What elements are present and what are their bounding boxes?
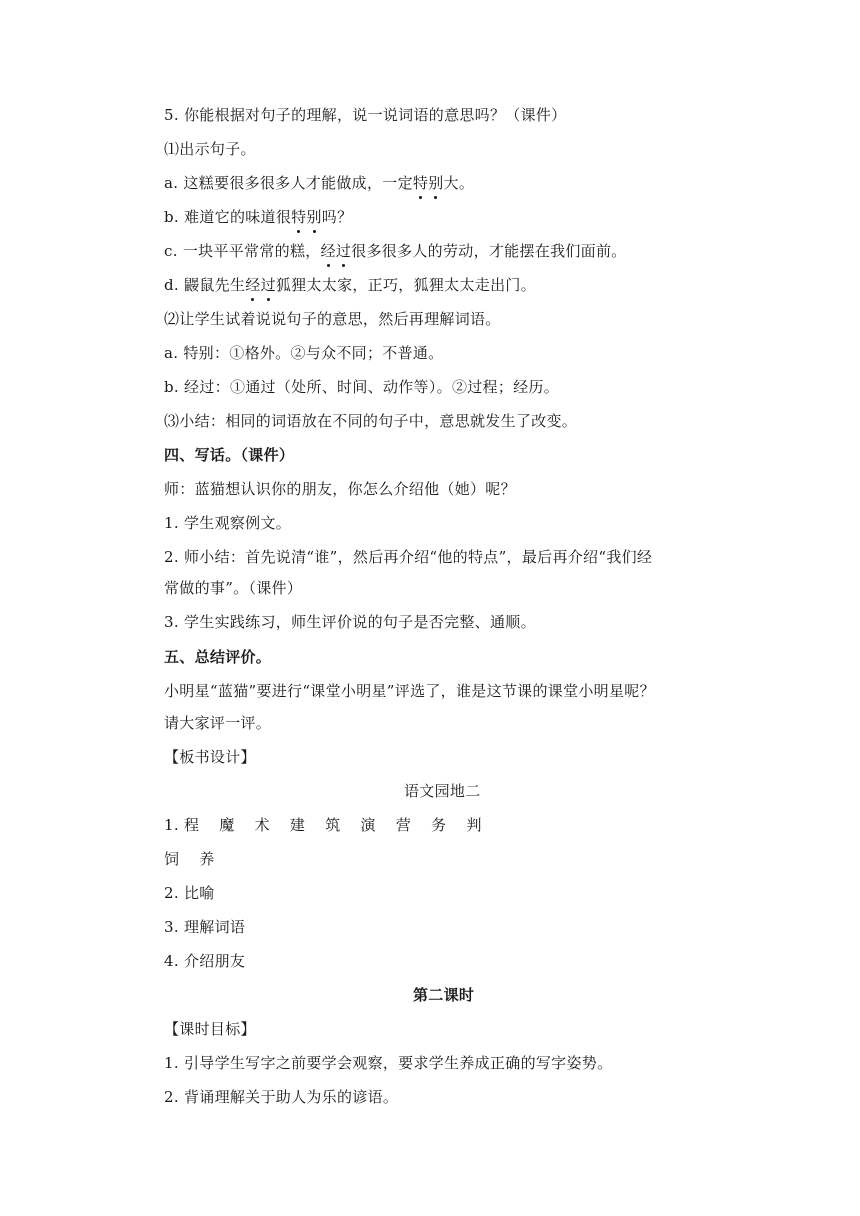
step-2: ⑵让学生试着说说句子的意思，然后再理解词语。 [164,310,501,328]
dotted-char: 特 [412,174,429,192]
board-char: 1. 程 [164,816,200,834]
dotted-char: 过 [260,276,276,294]
sentence-d [164,274,536,296]
sentence-a-end: 大。 [443,174,475,192]
sentence-d-end: 狐狸太太家，正巧，狐狸太太走出门。 [275,276,536,294]
section-4-item-3: 3. 学生实践练习，师生评价说的句子是否完整、通顺。 [164,613,536,631]
sentence-c [164,240,627,262]
sentence-c-end: 很多很多人的劳动，才能摆在我们面前。 [351,242,627,260]
board-char: 筑 [325,816,341,834]
teacher-prompt: 师：蓝猫想认识你的朋友，你怎么介绍他（她）呢？ [164,480,516,498]
dotted-char: 别 [428,174,444,192]
sentence-d-text: d. 鼹鼠先生 [164,276,246,294]
board-char: 演 [360,816,376,834]
lesson-2-title: 第二课时 [413,986,475,1004]
board-char: 务 [431,816,447,834]
board-item-3: 3. 理解词语 [164,918,246,936]
board-char: 建 [289,816,306,834]
dotted-char: 过 [335,242,352,260]
step-1: ⑴出示句子。 [164,140,256,158]
board-item-2: 2. 比喻 [164,884,215,902]
sentence-b [164,206,352,228]
board-char: 魔 [219,816,235,834]
board-design-heading: 【板书设计】 [164,748,256,766]
section-5-heading: 五、总结评价。 [164,648,272,666]
sentence-a [164,172,474,194]
section-4-item-1: 1. 学生观察例文。 [164,514,292,532]
section-5-paragraph: 小明星“蓝猫”要进行“课堂小明星”评选了，谁是这节课的课堂小明星呢？ [164,682,655,700]
sentence-b-text: b. 难道它的味道很 [164,208,292,226]
meaning-a: a. 特别：①格外。②与众不同；不普通。 [164,344,444,362]
dotted-char: 特 [291,208,307,226]
board-char: 营 [395,816,412,834]
lesson-goals-heading: 【课时目标】 [164,1020,256,1038]
goal-2: 2. 背诵理解关于助人为乐的谚语。 [164,1088,399,1106]
board-char: 判 [466,816,482,834]
board-row-1 [164,814,502,836]
board-title: 语文园地二 [404,782,481,800]
question-5: 5. 你能根据对句子的理解，说一说词语的意思吗？（课件） [164,106,567,124]
sentence-b-end: 吗？ [321,208,353,226]
goal-1: 1. 引导学生写字之前要学会观察，要求学生养成正确的写字姿势。 [164,1054,613,1072]
dotted-char: 别 [306,208,322,226]
sentence-c-text: c. 一块平平常常的糕， [164,242,321,260]
section-4-heading: 四、写话。（课件） [164,446,295,464]
sentence-a-text: a. 这糕要很多很多人才能做成，一定 [164,174,413,192]
meaning-b: b. 经过：①通过（处所、时间、动作等）。②过程；经历。 [164,378,560,396]
dotted-char: 经 [320,242,336,260]
section-4-item-2-cont: 常做的事”。（课件） [164,579,303,597]
board-char: 术 [254,816,270,834]
dotted-char: 经 [245,276,261,294]
step-3: ⑶小结：相同的词语放在不同的句子中，意思就发生了改变。 [164,412,578,430]
board-row-2 [164,848,235,870]
section-5-paragraph-cont: 请大家评一评。 [164,714,272,732]
section-4-item-2: 2. 师小结：首先说清“谁”，然后再介绍“他的特点”，最后再介绍“我们经 [164,548,653,566]
board-char: 养 [199,850,215,868]
board-item-4: 4. 介绍朋友 [164,952,246,970]
board-char: 饲 [164,850,180,868]
